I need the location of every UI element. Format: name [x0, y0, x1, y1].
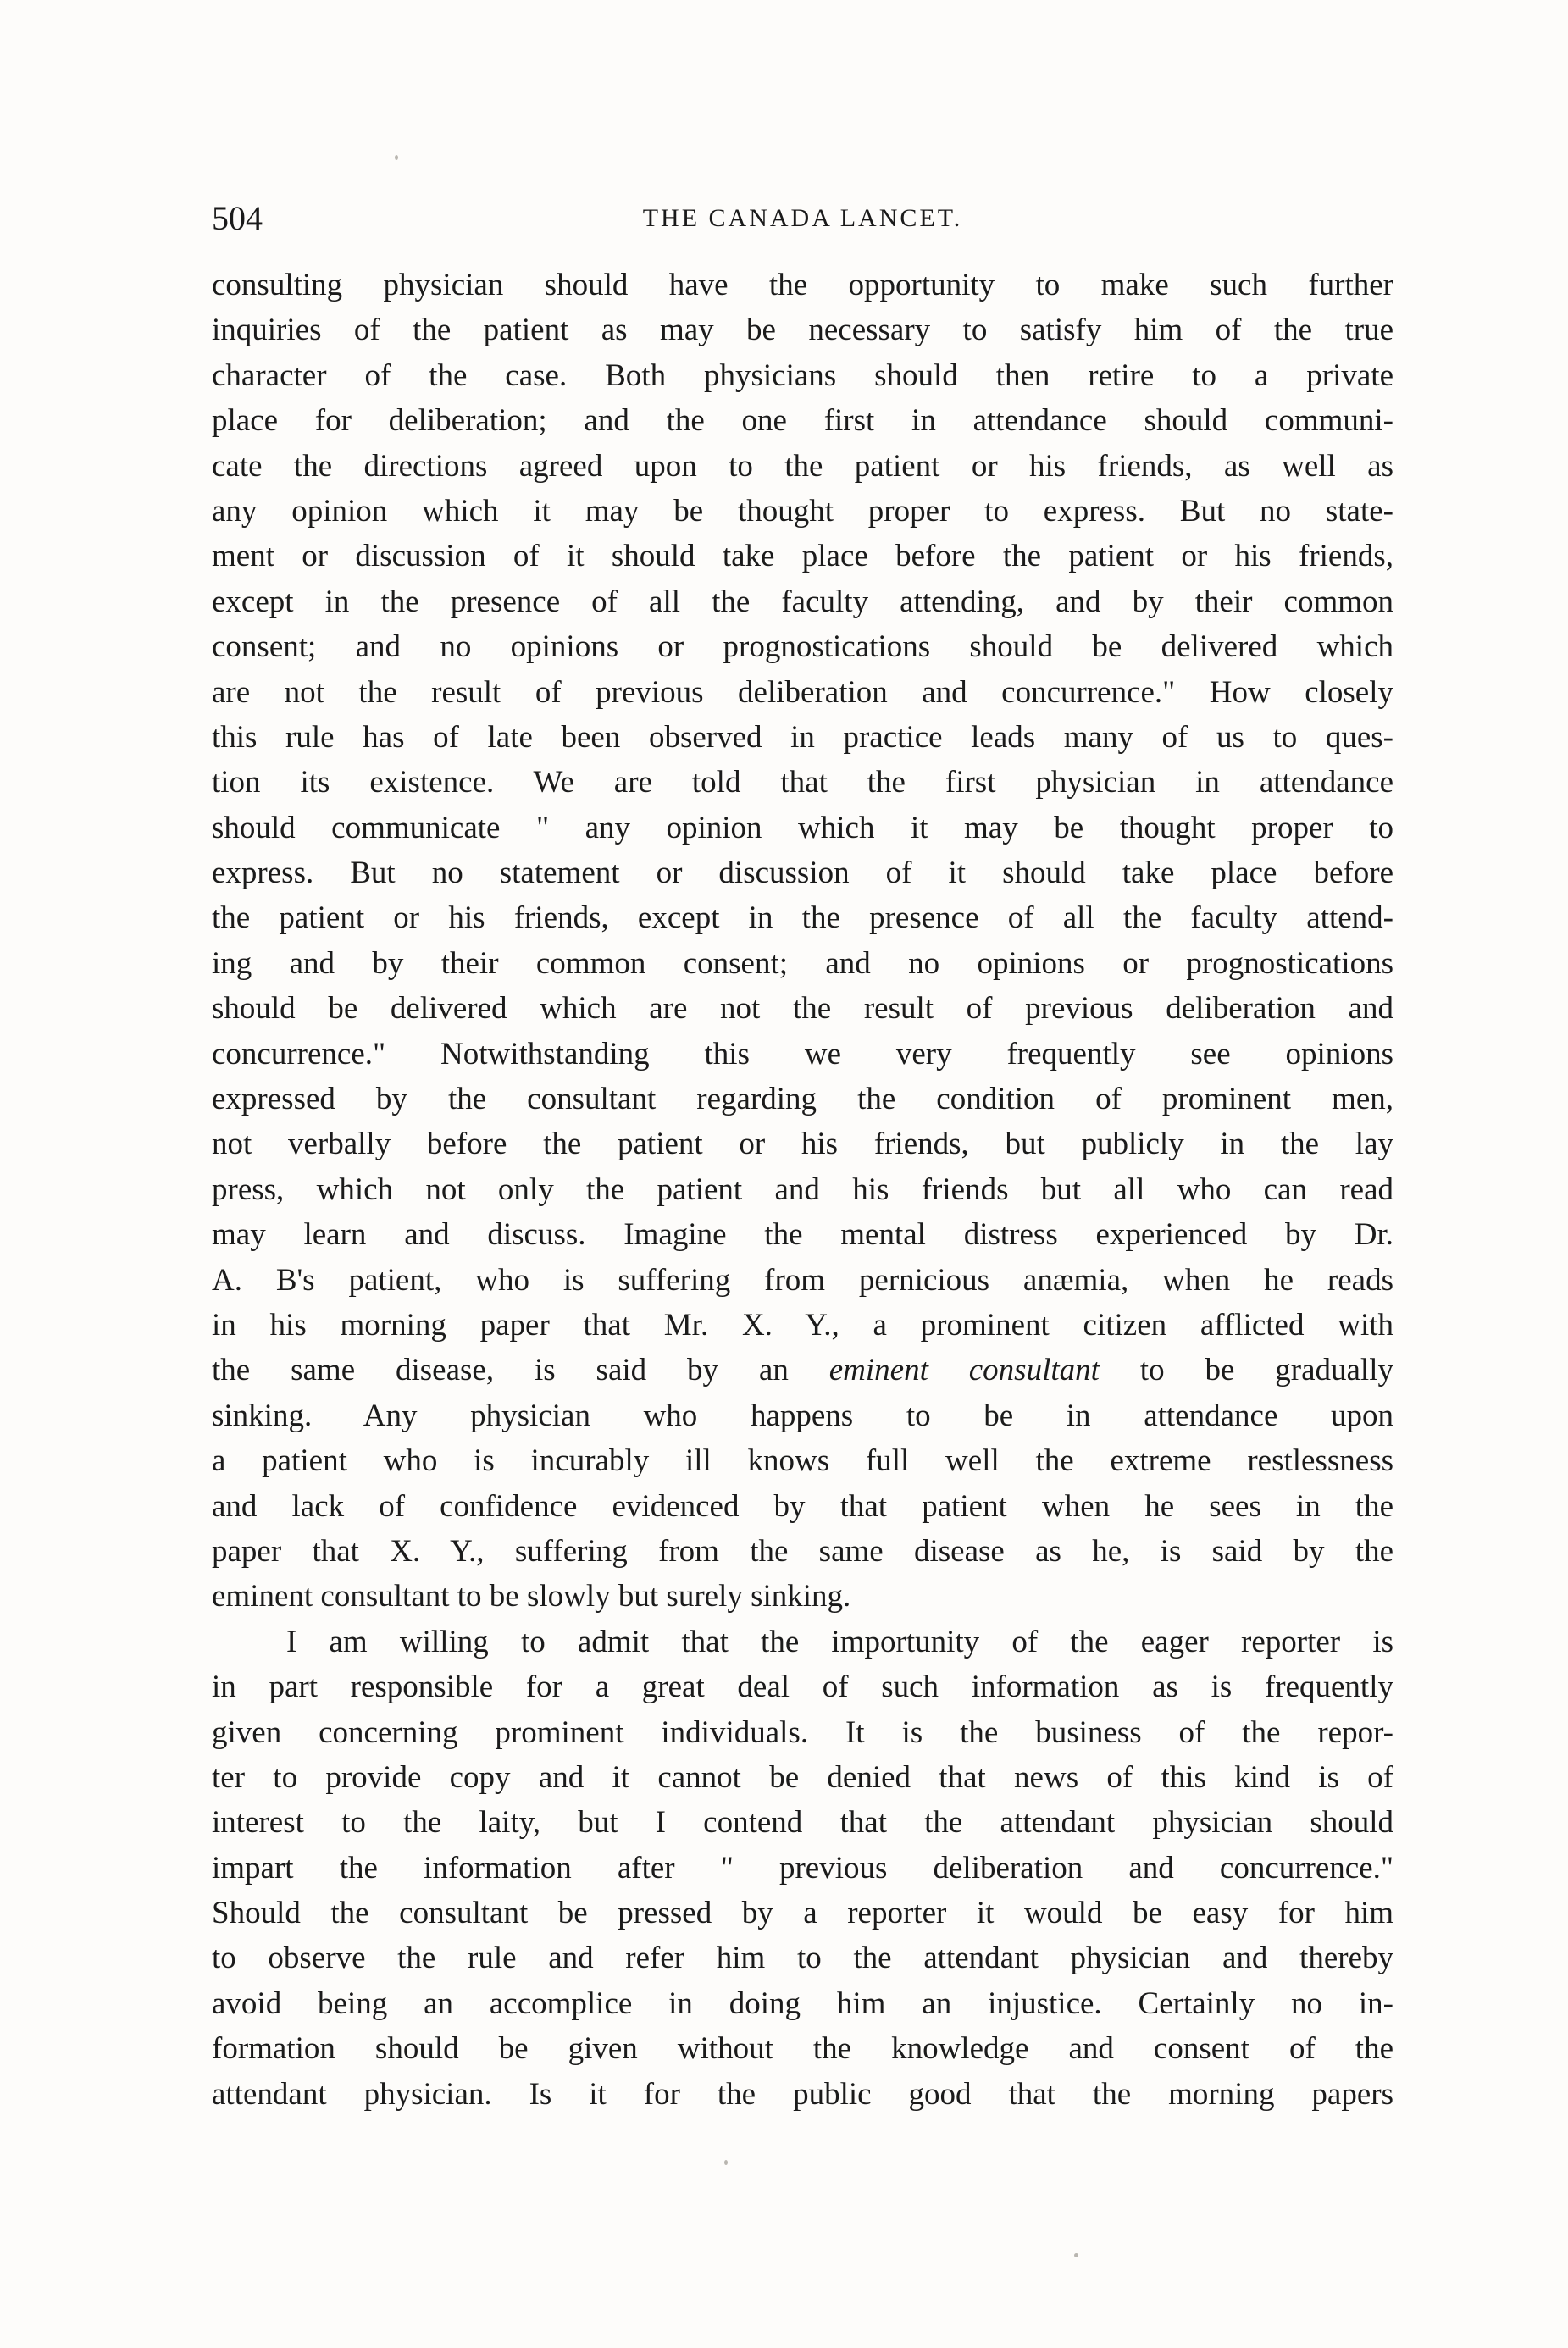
text-line-with-emphasis — [212, 1348, 1393, 1393]
text-line: paper that X. Y., suffering from the same disease as he, is said by the — [212, 1533, 1393, 1569]
text-line: express. But no statement or discussion of it should take place before — [212, 856, 1393, 891]
page-header — [212, 197, 1393, 241]
text-line: ing and by their common consent; and no opinions or prognostications — [212, 945, 1393, 981]
text-line: press, which not only the patient and his friends but all who can read — [212, 1171, 1393, 1207]
emphasized-text: eminent consultant — [828, 1353, 1100, 1388]
text-line: impart the information after " previous deliberation and concurrence." — [212, 1850, 1393, 1886]
text-line: to observe the rule and refer him to the attendant physician and thereby — [212, 1941, 1393, 1976]
article-body — [212, 263, 1393, 2117]
scan-speck — [1074, 2253, 1078, 2257]
text-line: A. B's patient, who is suffering from pernicious anæmia, when he reads — [212, 1262, 1393, 1298]
text-line: any opinion which it may be thought proper to express. But no state- — [212, 493, 1393, 529]
text-line: given concerning prominent individuals. It is the business of the repor- — [212, 1714, 1393, 1750]
text-line: should be delivered which are not the result of previous deliberation and — [212, 991, 1393, 1027]
scan-speck — [724, 2160, 728, 2165]
text-line: expressed by the consultant regarding the condition of prominent men, — [212, 1082, 1393, 1117]
text-line: consulting physician should have the opportunity to make such further — [212, 268, 1393, 302]
text-line: concurrence." Notwithstanding this we very frequently see opinions — [212, 1036, 1393, 1072]
running-title: THE CANADA LANCET. — [642, 204, 963, 232]
text-line: and lack of confidence evidenced by that patient when he sees in the — [212, 1488, 1393, 1524]
text-line: place for deliberation; and the one first in attendance should communi- — [212, 403, 1393, 439]
text-line: in his morning paper that Mr. X. Y., a prominent citizen afflicted with — [212, 1307, 1393, 1343]
text-line: interest to the laity, but I contend that the attendant physician should — [212, 1805, 1393, 1841]
text-line: not verbally before the patient or his friends, but publicly in the lay — [212, 1127, 1393, 1162]
text-line: cate the directions agreed upon to the patient or his friends, as well as — [212, 448, 1393, 484]
text-segment: the same disease, is said by an — [212, 1353, 789, 1388]
text-line: should communicate " any opinion which it may be thought proper to — [212, 810, 1393, 845]
text-line: except in the presence of all the faculty attending, and by their common — [212, 584, 1393, 619]
text-line: inquiries of the patient as may be necessary to satisfy him of the true — [212, 313, 1393, 348]
text-line: Should the consultant be pressed by a reporter it would be easy for him — [212, 1896, 1393, 1931]
text-line: attendant physician. Is it for the public good that the morning papers — [212, 2076, 1393, 2112]
text-line: this rule has of late been observed in practice leads many of us to ques- — [212, 719, 1393, 755]
paragraph-first-line: I am willing to admit that the importunity of the eager reporter is — [286, 1624, 1393, 1659]
text-line: a patient who is incurably ill knows full well the extreme restlessness — [212, 1443, 1393, 1479]
scan-speck — [395, 155, 398, 160]
text-segment: to be gradually — [1139, 1353, 1393, 1388]
text-line: ment or discussion of it should take place before the patient or his friends, — [212, 539, 1393, 574]
text-line: formation should be given without the knowledge and consent of the — [212, 2031, 1393, 2067]
text-line: ter to provide copy and it cannot be denied that news of this kind is of — [212, 1759, 1393, 1795]
text-line: the patient or his friends, except in the presence of all the faculty attend- — [212, 900, 1393, 936]
text-line: in part responsible for a great deal of such information as is frequently — [212, 1670, 1393, 1705]
page-number: 504 — [212, 199, 263, 237]
paragraph-last-line: eminent consultant to be slowly but surely sinking. — [212, 1579, 851, 1614]
text-line: tion its existence. We are told that the first physician in attendance — [212, 765, 1393, 800]
text-line: character of the case. Both physicians should then retire to a private — [212, 357, 1393, 393]
text-line: avoid being an accomplice in doing him an injustice. Certainly no in- — [212, 1985, 1393, 2021]
text-line: are not the result of previous deliberation and concurrence." How closely — [212, 674, 1393, 710]
text-line: consent; and no opinions or prognostications should be delivered which — [212, 629, 1393, 665]
text-line: may learn and discuss. Imagine the mental distress experienced by Dr. — [212, 1217, 1393, 1253]
text-line: sinking. Any physician who happens to be in attendance upon — [212, 1398, 1393, 1433]
